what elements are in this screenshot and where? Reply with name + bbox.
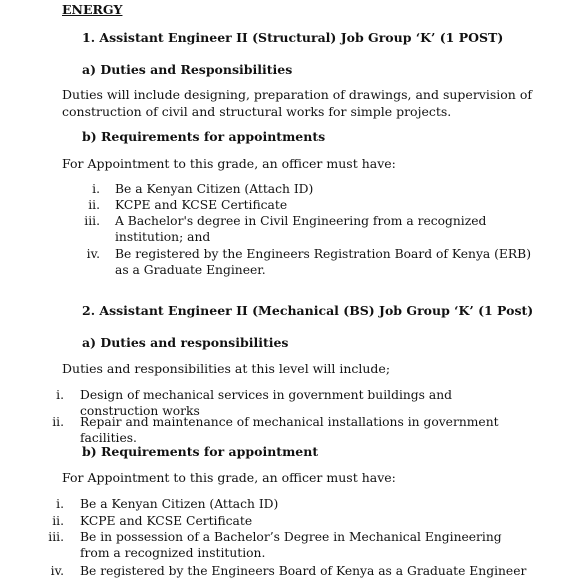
list-item: Be registered by the Engineers Registration Board of Kenya (ERB) as a Graduate Engineer. [115,247,532,277]
list-number: i. [92,182,100,196]
list-number: iii. [84,214,100,228]
post2-requirements-heading: b) Requirements for appointment [82,444,319,459]
list-item: Design of mechanical services in government buildings and construction works [80,388,453,418]
post2-duties-intro: Duties and responsibilities at this level will include; [62,361,391,376]
post2-heading: 2. Assistant Engineer II (Mechanical (BS) Job Group ‘K’ (1 Post) [82,303,534,318]
post2-duties-heading: a) Duties and responsibilities [82,335,289,350]
list-number: ii. [52,514,64,528]
list-item: A Bachelor's degree in Civil Engineering from a recognized institution; and [115,214,487,244]
list-item: KCPE and KCSE Certificate [80,514,253,528]
list-number: ii. [88,198,100,212]
list-item: Be a Kenyan Citizen (Attach ID) [80,497,279,511]
list-number: i. [56,388,64,402]
list-number: iv. [86,247,100,261]
list-item: Be registered by the Engineers Board of Kenya as a Graduate Engineer [80,564,527,578]
list-number: ii. [52,415,64,429]
list-number: iv. [50,564,64,578]
list-item: Repair and maintenance of mechanical installations in government facilities. [80,415,499,445]
list-item: Be in possession of a Bachelor’s Degree in Mechanical Engineering from a recognized institution. [80,530,502,560]
section-title: ENERGY [62,2,123,17]
post1-heading: 1. Assistant Engineer II (Structural) Job Group ‘K’ (1 POST) [82,30,504,45]
list-item: Be a Kenyan Citizen (Attach ID) [115,182,314,196]
post1-duties-text: Duties will include designing, preparation of drawings, and supervision of construction of civil and structural works for simple projects. [62,87,532,119]
post1-duties-heading: a) Duties and Responsibilities [82,62,293,77]
list-item: KCPE and KCSE Certificate [115,198,288,212]
list-number: i. [56,497,64,511]
list-number: iii. [48,530,64,544]
post2-requirements-intro: For Appointment to this grade, an officer must have: [62,470,396,485]
post1-requirements-intro: For Appointment to this grade, an officer must have: [62,156,396,171]
post1-requirements-heading: b) Requirements for appointments [82,129,326,144]
